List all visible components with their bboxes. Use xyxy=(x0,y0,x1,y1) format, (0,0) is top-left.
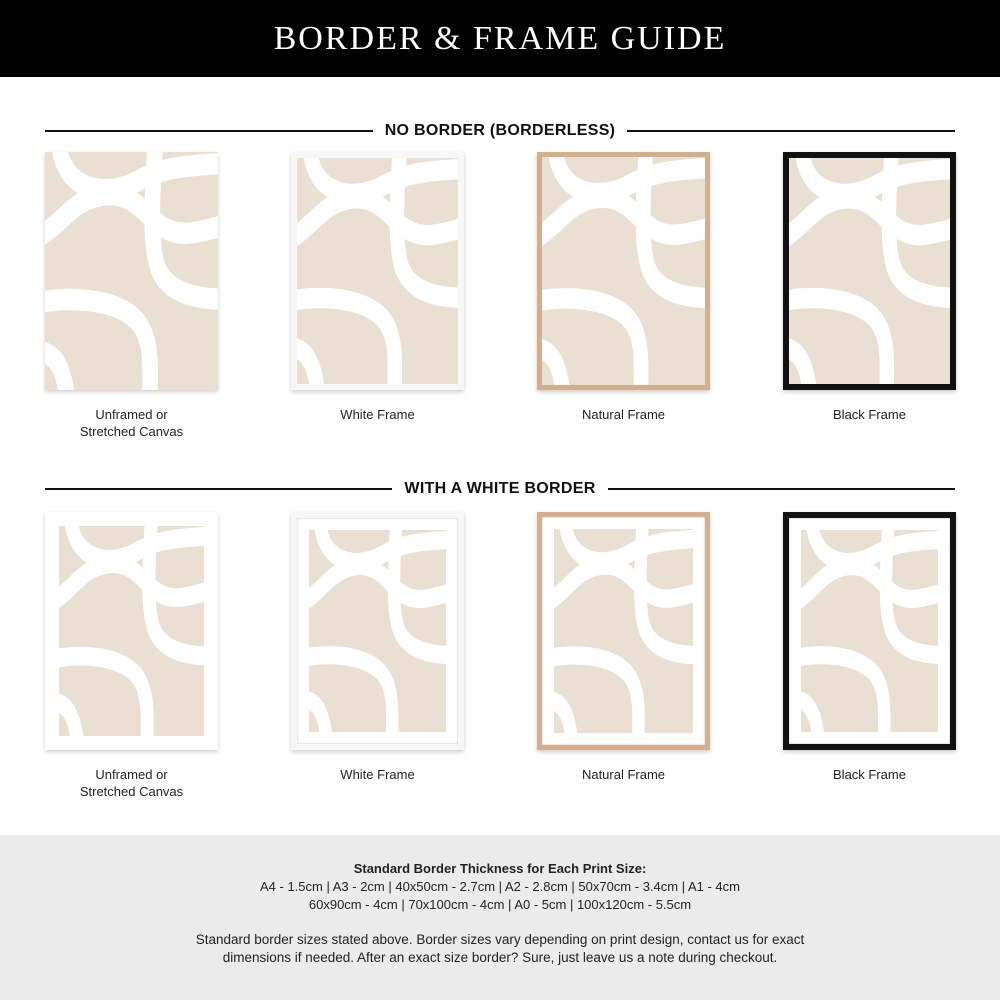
section-heading-borderless xyxy=(45,123,955,139)
frame-caption: Natural Frame xyxy=(581,767,666,782)
border-sizes-line-2: 60x90cm - 4cm | 70x100cm - 4cm | A0 - 5cm | 100x120cm - 5.5cm xyxy=(308,897,692,912)
frame-option-black xyxy=(783,512,956,750)
frame-option-natural xyxy=(537,152,710,390)
frame-caption: Unframed or Stretched Canvas xyxy=(79,767,184,799)
border-sizes-line-1: A4 - 1.5cm | A3 - 2cm | 40x50cm - 2.7cm | A2 - 2.8cm | 50x70cm - 3.4cm | A1 - 4cm xyxy=(260,879,740,894)
section-title: NO BORDER (BORDERLESS) xyxy=(384,122,616,139)
frame-caption: Unframed or Stretched Canvas xyxy=(79,407,184,439)
frame-caption: Natural Frame xyxy=(581,407,666,422)
border-thickness-heading: Standard Border Thickness for Each Print Size: xyxy=(353,861,647,876)
frame-option-black xyxy=(783,152,956,390)
abstract-artwork xyxy=(309,530,446,732)
frame-option-unframed xyxy=(45,152,218,390)
divider-line xyxy=(627,130,955,132)
abstract-artwork xyxy=(542,157,705,385)
section-title: WITH A WHITE BORDER xyxy=(404,480,596,497)
page-title: BORDER & FRAME GUIDE xyxy=(273,19,727,57)
frame-caption: Black Frame xyxy=(833,767,906,782)
divider-line xyxy=(45,130,373,132)
abstract-artwork xyxy=(45,152,218,390)
header-banner xyxy=(0,0,1000,77)
frame-caption: White Frame xyxy=(340,767,415,782)
frame-option-white xyxy=(291,152,464,390)
frame-caption: White Frame xyxy=(340,407,415,422)
border-note-line-1: Standard border sizes stated above. Border sizes vary depending on print design, contact us for exact xyxy=(195,932,805,947)
frame-option-unframed xyxy=(45,512,218,750)
frame-caption: Black Frame xyxy=(833,407,906,422)
abstract-artwork xyxy=(789,158,950,384)
divider-line xyxy=(608,488,955,490)
footer-info xyxy=(0,835,1000,1000)
section-heading-white-border xyxy=(45,481,955,497)
abstract-artwork xyxy=(297,158,458,384)
abstract-artwork xyxy=(554,529,693,733)
border-note-line-2: dimensions if needed. After an exact size border? Sure, just leave us a note during checkout. xyxy=(222,950,778,965)
abstract-artwork xyxy=(801,530,938,732)
abstract-artwork xyxy=(59,526,204,736)
frame-option-white xyxy=(291,512,464,750)
frame-option-natural xyxy=(537,512,710,750)
divider-line xyxy=(45,488,392,490)
